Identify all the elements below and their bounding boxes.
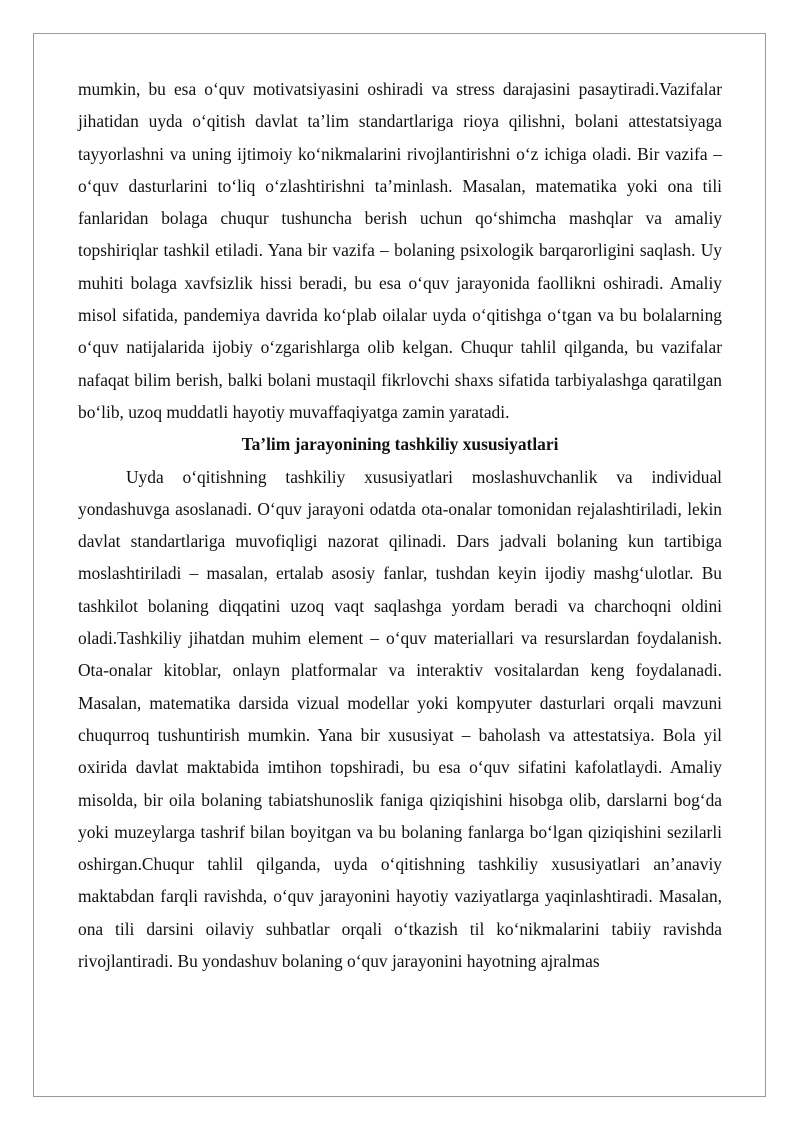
body-paragraph: Uyda o‘qitishning tashkiliy xususiyatlari moslashuvchanlik va individual yondashuvga asoslanadi. O‘quv jarayoni odatda ota-onalar tomonidan rejalashtiriladi, lekin davlat standartlariga muvofiqligi nazorat qilinadi. Dars jadvali bolaning kun tartibiga moslashtiriladi – masalan, ertalab asosiy fanlar, tushdan keyin ijodiy mashg‘ulotlar. Bu tashkilot bolaning diqqatini uzoq vaqt saqlashga yordam beradi va charchoqni oldini oladi.Tashkiliy jihatdan muhim element – o‘quv materiallari va resurslardan foydalanish. Ota-onalar kitoblar, onlayn platformalar va interaktiv vositalardan keng foydalanadi. Masalan, matematika darsida vizual modellar yoki kompyuter dasturlari orqali mavzuni chuqurroq tushuntirish mumkin. Yana bir xususiyat – baholash va attestatsiya. Bola yil oxirida davlat maktabida imtihon topshiradi, bu esa o‘quv sifatini kafolatlaydi. Amaliy misolda, bir oila bolaning tabiatshunoslik faniga qiziqishini hisobga olib, darslarni bog‘da yoki muzeylarga tashrif bilan boyitgan va bu bolaning fanlarga bo‘lgan qiziqishini sezilarli oshirgan.Chuqur tahlil qilganda, uyda o‘qitishning tashkiliy xususiyatlari an’anaviy maktabdan farqli ravishda, o‘quv jarayonini hayotiy vaziyatlarga yaqinlashtiradi. Masalan, ona tili darsini oilaviy suhbatlar orqali o‘tkazish til ko‘nikmalarini tabiiy ravishda rivojlantiradi. Bu yondashuv bolaning o‘quv jarayonini hayotning ajralmas (78, 466, 722, 972)
document-body (78, 73, 722, 977)
section-heading: Ta’lim jarayonining tashkiliy xususiyatlari (241, 434, 559, 455)
body-paragraph: mumkin, bu esa o‘quv motivatsiyasini oshiradi va stress darajasini pasaytiradi.Vazifalar jihatidan uyda o‘qitish davlat ta’lim standartlariga rioya qilishni, bolani attestatsiyaga tayyorlashni va uning ijtimoiy ko‘nikmalarini rivojlantirishni o‘z ichiga oladi. Bir vazifa – o‘quv dasturlarini to‘liq o‘zlashtirishni ta’minlash. Masalan, matematika yoki ona tili fanlaridan bolaga chuqur tushuncha berish uchun qo‘shimcha mashqlar va amaliy topshiriqlar tashkil etiladi. Yana bir vazifa – bolaning psixologik barqarorligini saqlash. Uy muhiti bolaga xavfsizlik hissi beradi, bu esa o‘quv jarayonida faollikni oshiradi. Amaliy misol sifatida, pandemiya davrida ko‘plab oilalar uyda o‘qitishga o‘tgan va bu bolalarning o‘quv natijalarida ijobiy o‘zgarishlarga olib kelgan. Chuqur tahlil qilganda, bu vazifalar nafaqat bilim berish, balki bolani mustaqil fikrlovchi shaxs sifatida tarbiyalashga qaratilgan bo‘lib, uzoq muddatli hayotiy muvaffaqiyatga zamin yaratadi. (78, 79, 722, 422)
